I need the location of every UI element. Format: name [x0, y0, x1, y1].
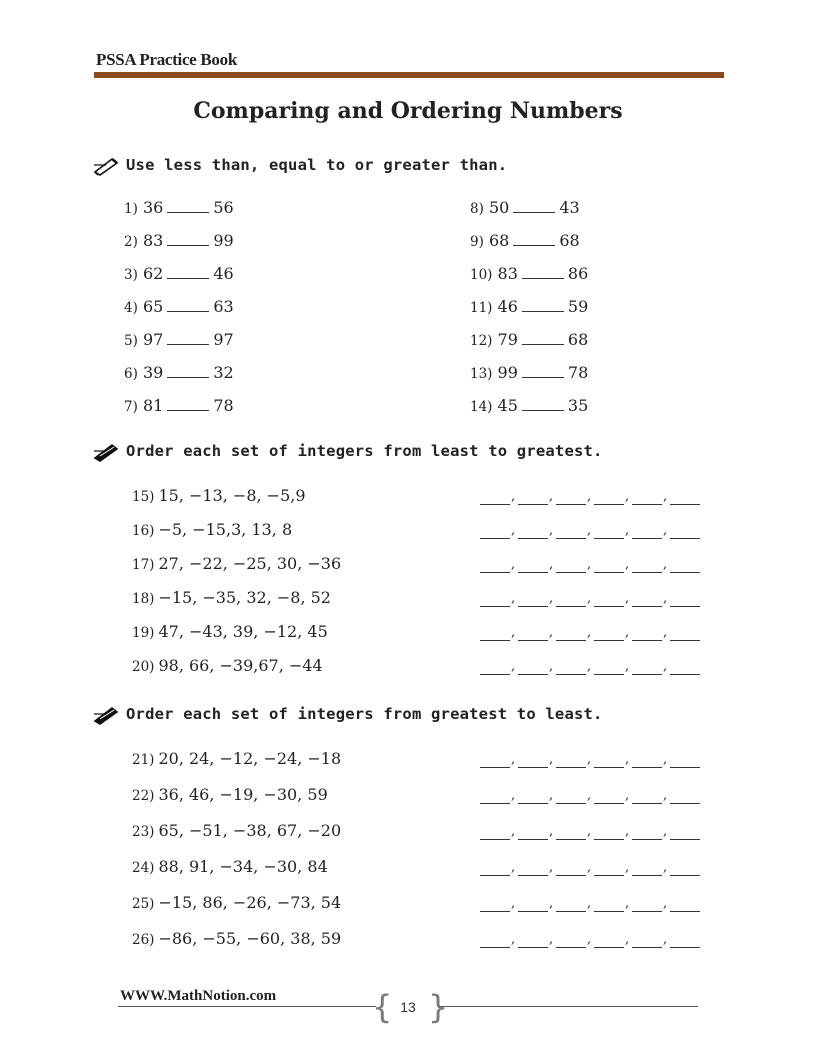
answer-blank[interactable] [594, 933, 624, 948]
answer-blank[interactable] [522, 409, 564, 411]
answer-blank[interactable] [167, 409, 209, 411]
answer-slots [480, 592, 700, 607]
compare-item [470, 231, 580, 250]
integer-set: 15, −13, −8, −5,9 [158, 486, 306, 505]
item-number: 4) [124, 300, 138, 316]
left-value: 99 [497, 363, 518, 382]
comma-separator: , [587, 896, 592, 911]
comma-separator: , [587, 625, 592, 640]
answer-blank[interactable] [670, 660, 700, 675]
comma-separator: , [663, 557, 668, 572]
page-title: Comparing and Ordering Numbers [193, 98, 623, 124]
comma-separator: , [587, 752, 592, 767]
book-title: PSSA Practice Book [96, 50, 237, 69]
answer-blank[interactable] [480, 753, 510, 768]
right-value: 86 [567, 264, 589, 283]
answer-blank[interactable] [670, 861, 700, 876]
item-number: 21) [132, 752, 155, 768]
comma-separator: , [549, 788, 554, 803]
answer-blank[interactable] [556, 592, 586, 607]
order-item [132, 785, 328, 804]
integer-set: 65, −51, −38, 67, −20 [158, 821, 342, 840]
answer-blank[interactable] [632, 558, 662, 573]
right-bracket-icon: } [428, 988, 449, 1026]
answer-blank[interactable] [632, 861, 662, 876]
item-number: 23) [132, 824, 155, 840]
answer-blank[interactable] [556, 660, 586, 675]
left-bracket-icon: { [372, 988, 393, 1026]
header-rule [94, 72, 724, 78]
integer-set: −5, −15,3, 13, 8 [158, 520, 293, 539]
answer-blank[interactable] [632, 524, 662, 539]
item-number: 20) [132, 659, 155, 675]
item-number: 15) [132, 489, 155, 505]
item-number: 24) [132, 860, 155, 876]
answer-blank[interactable] [670, 558, 700, 573]
comma-separator: , [625, 659, 630, 674]
order-item [132, 893, 341, 912]
left-value: 83 [142, 231, 164, 250]
comma-separator: , [549, 932, 554, 947]
comma-separator: , [549, 557, 554, 572]
integer-set: 27, −22, −25, 30, −36 [158, 554, 342, 573]
compare-item [124, 297, 234, 316]
answer-blank[interactable] [632, 753, 662, 768]
comma-separator: , [663, 752, 668, 767]
comma-separator: , [663, 489, 668, 504]
instruction-text: Order each set of integers from least to greatest. [126, 442, 603, 460]
comma-separator: , [587, 557, 592, 572]
answer-blank[interactable] [594, 558, 624, 573]
answer-blank[interactable] [167, 211, 209, 213]
compare-item [124, 363, 234, 382]
order-item [132, 520, 292, 539]
answer-blank[interactable] [480, 524, 510, 539]
comma-separator: , [549, 625, 554, 640]
instruction-text: Order each set of integers from greatest to least. [126, 705, 603, 723]
left-value: 65 [142, 297, 164, 316]
answer-blank[interactable] [670, 789, 700, 804]
answer-blank[interactable] [632, 933, 662, 948]
compare-item [470, 396, 588, 415]
order-item [132, 857, 328, 876]
compare-item [124, 330, 234, 349]
right-value: 35 [567, 396, 589, 415]
comma-separator: , [587, 523, 592, 538]
section-1-instruction [92, 154, 507, 176]
comma-separator: , [625, 557, 630, 572]
answer-blank[interactable] [632, 592, 662, 607]
answer-blank[interactable] [594, 626, 624, 641]
answer-slots [480, 626, 700, 641]
answer-blank[interactable] [632, 789, 662, 804]
order-item [132, 749, 341, 768]
answer-blank[interactable] [522, 343, 564, 345]
answer-blank[interactable] [167, 376, 209, 378]
answer-blank[interactable] [556, 524, 586, 539]
integer-set: −15, 86, −26, −73, 54 [158, 893, 342, 912]
comma-separator: , [511, 523, 516, 538]
answer-blank[interactable] [556, 825, 586, 840]
answer-blank[interactable] [513, 211, 555, 213]
comma-separator: , [663, 523, 668, 538]
item-number: 2) [124, 234, 138, 250]
compare-item [124, 198, 234, 217]
answer-slots [480, 789, 700, 804]
answer-blank[interactable] [670, 897, 700, 912]
answer-blank[interactable] [518, 753, 548, 768]
answer-blank[interactable] [556, 490, 586, 505]
answer-blank[interactable] [480, 592, 510, 607]
compare-item [124, 264, 234, 283]
item-number: 6) [124, 366, 138, 382]
order-item [132, 656, 323, 675]
answer-blank[interactable] [632, 626, 662, 641]
item-number: 22) [132, 788, 155, 804]
comma-separator: , [511, 591, 516, 606]
answer-blank[interactable] [556, 626, 586, 641]
section-2-instruction [92, 440, 603, 462]
item-number: 16) [132, 523, 155, 539]
integer-set: −86, −55, −60, 38, 59 [158, 929, 342, 948]
item-number: 1) [124, 201, 138, 217]
answer-slots [480, 825, 700, 840]
order-item [132, 821, 341, 840]
item-number: 7) [124, 399, 138, 415]
answer-blank[interactable] [670, 524, 700, 539]
comma-separator: , [511, 625, 516, 640]
answer-blank[interactable] [518, 789, 548, 804]
compare-item [470, 330, 588, 349]
answer-blank[interactable] [480, 626, 510, 641]
comma-separator: , [625, 896, 630, 911]
right-value: 59 [567, 297, 589, 316]
right-value: 78 [213, 396, 234, 415]
left-value: 36 [142, 198, 164, 217]
comma-separator: , [511, 788, 516, 803]
answer-blank[interactable] [670, 933, 700, 948]
compare-item [470, 297, 588, 316]
integer-set: 98, 66, −39,67, −44 [158, 656, 323, 675]
answer-slots [480, 524, 700, 539]
answer-blank[interactable] [632, 897, 662, 912]
answer-blank[interactable] [167, 244, 209, 246]
compare-item [470, 363, 588, 382]
answer-blank[interactable] [670, 753, 700, 768]
comma-separator: , [625, 932, 630, 947]
answer-blank[interactable] [518, 592, 548, 607]
pencil-icon [92, 703, 122, 725]
answer-blank[interactable] [556, 933, 586, 948]
comma-separator: , [663, 824, 668, 839]
footer-url: WWW.MathNotion.com [120, 988, 277, 1004]
answer-blank[interactable] [518, 933, 548, 948]
right-value: 46 [213, 264, 234, 283]
answer-slots [480, 861, 700, 876]
answer-blank[interactable] [522, 376, 564, 378]
item-number: 3) [124, 267, 138, 283]
comma-separator: , [625, 625, 630, 640]
item-number: 14) [470, 399, 493, 415]
left-value: 81 [142, 396, 164, 415]
comma-separator: , [549, 896, 554, 911]
right-value: 99 [213, 231, 234, 250]
comma-separator: , [663, 788, 668, 803]
comma-separator: , [587, 932, 592, 947]
answer-blank[interactable] [594, 660, 624, 675]
answer-slots [480, 753, 700, 768]
item-number: 26) [132, 932, 155, 948]
order-item [132, 588, 331, 607]
answer-blank[interactable] [594, 861, 624, 876]
answer-blank[interactable] [556, 558, 586, 573]
answer-slots [480, 897, 700, 912]
answer-blank[interactable] [632, 660, 662, 675]
compare-item [124, 231, 234, 250]
compare-item [470, 198, 580, 217]
left-value: 79 [497, 330, 518, 349]
answer-blank[interactable] [594, 524, 624, 539]
answer-blank[interactable] [632, 825, 662, 840]
comma-separator: , [549, 824, 554, 839]
instruction-text: Use less than, equal to or greater than. [126, 156, 508, 174]
section-3-instruction [92, 703, 603, 725]
pencil-icon [92, 154, 122, 176]
answer-blank[interactable] [594, 789, 624, 804]
right-value: 78 [567, 363, 589, 382]
comma-separator: , [663, 659, 668, 674]
answer-slots [480, 490, 700, 505]
answer-slots [480, 660, 700, 675]
comma-separator: , [663, 860, 668, 875]
comma-separator: , [549, 752, 554, 767]
comma-separator: , [625, 489, 630, 504]
left-value: 83 [497, 264, 518, 283]
comma-separator: , [511, 489, 516, 504]
integer-set: 47, −43, 39, −12, 45 [158, 622, 328, 641]
answer-blank[interactable] [167, 310, 209, 312]
comma-separator: , [549, 591, 554, 606]
answer-blank[interactable] [594, 592, 624, 607]
answer-blank[interactable] [556, 753, 586, 768]
comma-separator: , [511, 824, 516, 839]
answer-blank[interactable] [632, 490, 662, 505]
answer-slots [480, 933, 700, 948]
comma-separator: , [587, 659, 592, 674]
answer-blank[interactable] [513, 244, 555, 246]
answer-blank[interactable] [522, 277, 564, 279]
compare-item [470, 264, 588, 283]
item-number: 17) [132, 557, 155, 573]
right-value: 56 [213, 198, 234, 217]
item-number: 11) [470, 300, 493, 316]
comma-separator: , [511, 752, 516, 767]
left-value: 50 [488, 198, 510, 217]
item-number: 25) [132, 896, 155, 912]
comma-separator: , [549, 489, 554, 504]
answer-blank[interactable] [480, 933, 510, 948]
order-item [132, 622, 328, 641]
answer-blank[interactable] [556, 789, 586, 804]
comma-separator: , [587, 860, 592, 875]
answer-blank[interactable] [518, 861, 548, 876]
answer-blank[interactable] [670, 592, 700, 607]
left-value: 62 [142, 264, 164, 283]
answer-blank[interactable] [670, 490, 700, 505]
answer-blank[interactable] [518, 897, 548, 912]
answer-blank[interactable] [480, 825, 510, 840]
comma-separator: , [511, 659, 516, 674]
answer-blank[interactable] [518, 524, 548, 539]
comma-separator: , [549, 659, 554, 674]
left-value: 68 [488, 231, 510, 250]
answer-blank[interactable] [480, 490, 510, 505]
item-number: 9) [470, 234, 484, 250]
compare-item [124, 396, 234, 415]
answer-blank[interactable] [167, 277, 209, 279]
comma-separator: , [625, 591, 630, 606]
comma-separator: , [625, 860, 630, 875]
right-value: 68 [559, 231, 580, 250]
order-item [132, 554, 341, 573]
answer-blank[interactable] [480, 789, 510, 804]
integer-set: 88, 91, −34, −30, 84 [158, 857, 328, 876]
left-value: 39 [142, 363, 164, 382]
item-number: 8) [470, 201, 484, 217]
comma-separator: , [587, 788, 592, 803]
comma-separator: , [625, 752, 630, 767]
order-item [132, 486, 306, 505]
answer-blank[interactable] [518, 626, 548, 641]
left-value: 45 [497, 396, 518, 415]
answer-blank[interactable] [480, 861, 510, 876]
pencil-icon [92, 440, 122, 462]
page-number: 13 [400, 999, 416, 1015]
right-value: 63 [213, 297, 234, 316]
integer-set: 36, 46, −19, −30, 59 [158, 785, 328, 804]
item-number: 5) [124, 333, 138, 349]
right-value: 32 [213, 363, 234, 382]
comma-separator: , [625, 824, 630, 839]
item-number: 12) [470, 333, 493, 349]
answer-blank[interactable] [522, 310, 564, 312]
left-value: 97 [142, 330, 164, 349]
right-value: 68 [567, 330, 589, 349]
item-number: 10) [470, 267, 493, 283]
order-item [132, 929, 341, 948]
right-value: 43 [559, 198, 580, 217]
comma-separator: , [663, 932, 668, 947]
item-number: 13) [470, 366, 493, 382]
answer-slots [480, 558, 700, 573]
answer-blank[interactable] [556, 897, 586, 912]
answer-blank[interactable] [556, 861, 586, 876]
comma-separator: , [511, 557, 516, 572]
comma-separator: , [511, 860, 516, 875]
answer-blank[interactable] [167, 343, 209, 345]
comma-separator: , [663, 625, 668, 640]
comma-separator: , [549, 860, 554, 875]
left-value: 46 [497, 297, 518, 316]
comma-separator: , [663, 591, 668, 606]
comma-separator: , [511, 896, 516, 911]
comma-separator: , [511, 932, 516, 947]
answer-blank[interactable] [518, 558, 548, 573]
answer-blank[interactable] [518, 490, 548, 505]
answer-blank[interactable] [480, 660, 510, 675]
item-number: 19) [132, 625, 155, 641]
answer-blank[interactable] [518, 660, 548, 675]
answer-blank[interactable] [670, 825, 700, 840]
comma-separator: , [587, 591, 592, 606]
comma-separator: , [625, 788, 630, 803]
integer-set: −15, −35, 32, −8, 52 [158, 588, 331, 607]
answer-blank[interactable] [518, 825, 548, 840]
item-number: 18) [132, 591, 155, 607]
comma-separator: , [587, 489, 592, 504]
comma-separator: , [549, 523, 554, 538]
comma-separator: , [587, 824, 592, 839]
answer-blank[interactable] [670, 626, 700, 641]
answer-blank[interactable] [480, 897, 510, 912]
answer-blank[interactable] [594, 490, 624, 505]
right-value: 97 [213, 330, 234, 349]
answer-blank[interactable] [594, 825, 624, 840]
integer-set: 20, 24, −12, −24, −18 [158, 749, 342, 768]
comma-separator: , [663, 896, 668, 911]
answer-blank[interactable] [594, 753, 624, 768]
answer-blank[interactable] [480, 558, 510, 573]
answer-blank[interactable] [594, 897, 624, 912]
comma-separator: , [625, 523, 630, 538]
